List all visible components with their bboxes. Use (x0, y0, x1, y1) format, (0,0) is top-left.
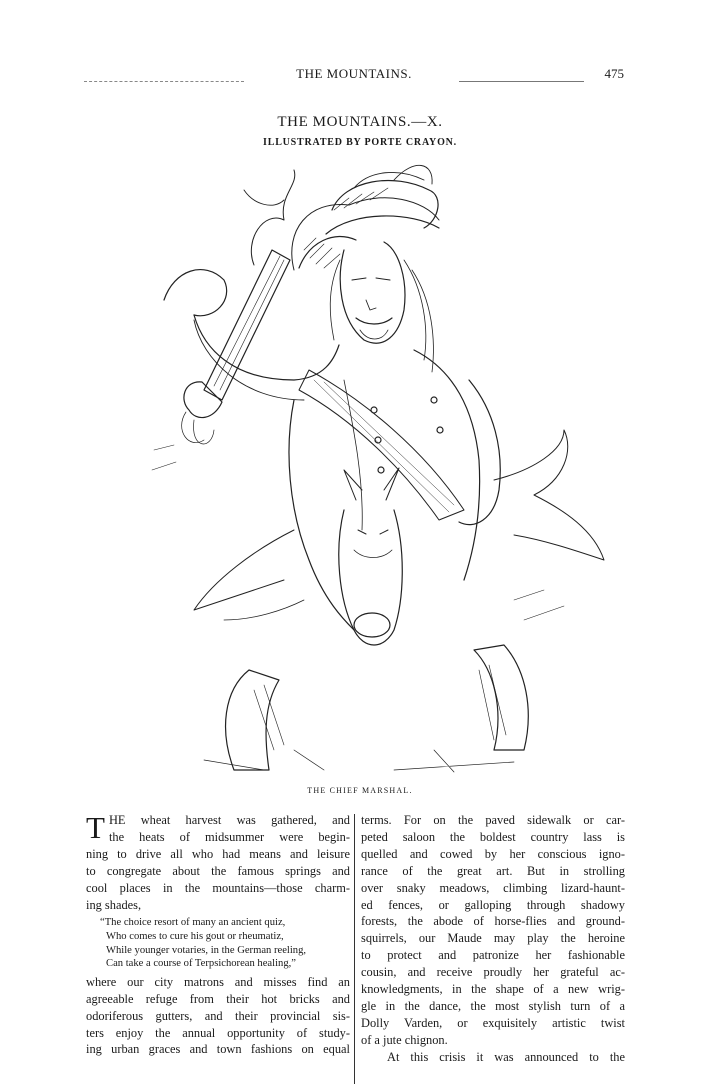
text-line: to protect and patronize her fashionable (361, 948, 625, 963)
verse-quote (86, 916, 350, 970)
verse-line: Can take a course of Terpsichorean healing,” (106, 958, 296, 970)
text-line: cool places in the mountains—those charm- (86, 880, 350, 895)
running-head (84, 66, 624, 88)
paragraph-1 (86, 812, 350, 913)
drop-cap: T (86, 810, 105, 845)
figure-caption: THE CHIEF MARSHAL. (307, 786, 413, 795)
text-line: ning to drive all who had means and leisure (86, 846, 350, 861)
text-line: odoriferous gutters, and their provincial sis- (86, 1008, 350, 1023)
text-line: HE wheat harvest was gathered, and (108, 813, 350, 827)
text-line: to congregate about the famous springs and (86, 863, 350, 878)
article-byline: ILLUSTRATED BY PORTE CRAYON. (263, 137, 457, 148)
text-line: ing shades, (86, 897, 142, 912)
text-line: Dolly Varden, or exquisitely artistic twist (361, 1015, 625, 1030)
text-column-right (361, 812, 625, 1066)
text-line: gle in the dance, the most stylish turn of a (361, 998, 625, 1013)
text-line: ing urban graces and town fashions on equal (86, 1042, 350, 1057)
verse-line: While younger votaries, in the German reeling, (106, 944, 307, 956)
text-column-left (86, 812, 350, 1058)
running-head-title: THE MOUNTAINS. (296, 66, 412, 81)
engraving-drawing (94, 150, 624, 782)
verse-line: “The choice resort of many an ancient quiz, (100, 917, 286, 929)
text-line: ters enjoy the annual opportunity of study- (86, 1025, 350, 1040)
text-line: cousin, and receive proudly her grateful ac- (361, 965, 625, 980)
text-line: peted saloon the boldest country lass is (361, 829, 625, 844)
text-line: of a jute chignon. (361, 1032, 448, 1047)
text-line: At this crisis it was announced to the (387, 1049, 625, 1064)
column-divider (354, 814, 355, 1084)
page-number: 475 (604, 66, 624, 81)
illustration-chief-marshal (94, 150, 624, 782)
text-line: the heats of midsummer were begin- (108, 829, 350, 844)
paragraph-4 (361, 1049, 625, 1066)
text-line: over snaky meadows, climbing lizard-haunt- (361, 880, 625, 895)
text-line: ed fences, or galloping through shadowy (361, 897, 625, 912)
text-line: rance of the great art. But in strolling (361, 863, 625, 878)
text-line: forests, the abode of horse-flies and ground- (361, 914, 625, 929)
text-line: where our city matrons and misses find an (86, 974, 350, 989)
text-line: terms. For on the paved sidewalk or car- (361, 813, 625, 827)
paragraph-2 (86, 974, 350, 1059)
text-line: agreeable refuge from their hot bricks and (86, 991, 350, 1006)
article-title: THE MOUNTAINS.—X. (277, 114, 443, 130)
text-line: quelled and cowed by her conscious igno- (361, 846, 625, 861)
text-line: knowledgments, in the shape of a new wrig- (361, 982, 625, 997)
text-line: squirrels, our Maude may play the heroine (361, 931, 625, 946)
paragraph-3 (361, 812, 625, 1049)
verse-line: Who comes to cure his gout or rheumatiz, (106, 931, 284, 943)
